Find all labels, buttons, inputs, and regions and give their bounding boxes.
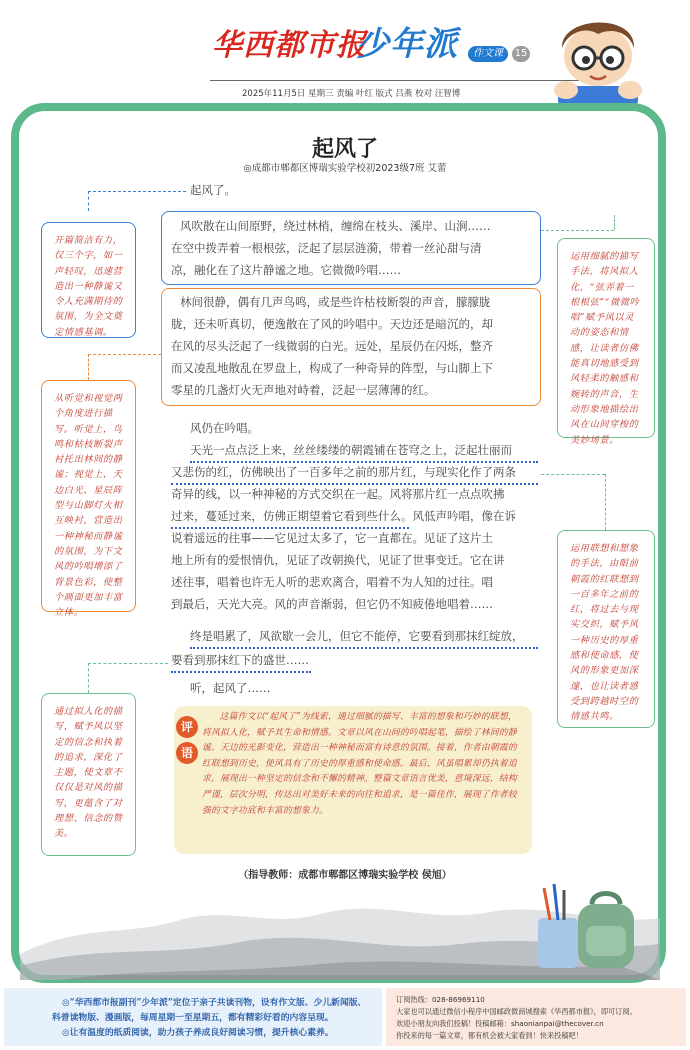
review-text: 这篇作文以“起风了”为线索，通过细腻的描写、丰富的想象和巧妙的联想，将风拟人化，赋予其生命和情感。文章以风在山间的吟唱起笔，描绘了林间的静谧、天边的光影变化，营造出一种神秘而富有诗意的氛围。接着，作者由朝霞的红联想到历史，使风具有了历史的厚重感和使命感。最后，风虽唱累却仍执着追求，展现出一种坚定的信念和不懈的精神。整篇文章语言优美，意境深远，结构严谨，层次分明，传达出对美好未来的向往和追求，是一篇佳作，展现了作者较强的文字功底和丰富的想象力。 [202,712,517,816]
highlight-underline [171,671,311,673]
paragraph-3-line: 又悲伤的红，仿佛映出了一百多年之前的那片红，与现实化作了两条 [171,465,516,479]
submission-invite: 你投来的每一篇文章，都有机会被大家看到！快来投稿吧！ [396,1031,583,1040]
paragraph-2-line: 而又凌乱地散乱在罗盘上，构成了一种奇异的阵型，与山脚上下 [171,361,493,375]
cartoon-boy-illustration [540,4,650,114]
footer-promo-line: ◎让有温度的纸质阅读，助力孩子养成良好阅读习惯，提升核心素养。 [62,1028,334,1038]
connector-line [88,663,168,664]
paragraph-2-line: 林间很静，偶有几声鸟鸣，或是些许枯枝断裂的声音，朦朦胧 [180,295,491,309]
school-backpack-illustration [530,878,640,973]
closing-line: 听，起风了…… [190,681,271,695]
paragraph-3-line: 奇异的线，以一种神秘的方式交织在一起。风将那片红一点点吹拂 [171,487,505,501]
paragraph-3-line: 说着遥远的往事——它见过太多了，它一直都在。见证了这片土 [171,531,493,545]
paragraph-3-line: 天光一点点泛上来，丝丝缕缕的朝霞铺在苍穹之上，泛起壮丽而 [190,443,512,457]
connector-line [88,354,161,355]
paragraph-2-line: 胧，还未听真切，便逸散在了风的吟唱中。天边还是暗沉的，却 [171,317,493,331]
paragraph-2-line: 零星的几盏灯火无声地对峙着，泛起一层薄薄的红。 [171,383,436,397]
connector-line [88,191,186,192]
connector-line [88,663,89,693]
newspaper-name: 华西都市报 [212,28,367,63]
review-label-icon: 评 [176,716,198,738]
connector-line [88,191,89,211]
paragraph-1-line: 凉，融化在了这片静谧之地。它微微吟唱…… [171,263,401,277]
paragraph-2-line: 在风的尽头泛起了一线微弱的白光。远处，星辰仍在闪烁，整齐 [171,339,493,353]
footer-promo-line: ◎“华西都市报副刊”少年派”定位于亲子共读刊物，设有作文版、少儿新闻版、 [62,998,367,1008]
highlight-underline [190,647,538,649]
paragraph-3-line: 述往事，唱着也许无人听的悲欢离合，唱着不为人知的过往。唱 [171,575,493,589]
review-label-icon: 语 [176,742,198,764]
annotation-note-left-top: 开篇简洁有力，仅三个字，如一声轻叹，迅速营造出一种静谧又令人充满期待的氛围，为全文奠定情感基调。 [41,222,136,338]
subscription-info: 大家也可以通过微信小程序中国邮政微商城搜索《华西都市报》，即可订阅。 [396,1007,637,1016]
page-number: 15 [512,46,530,62]
connector-line [541,474,605,475]
masthead-rule [210,80,580,81]
meta-line: 2025年11月5日 星期三 责编 叶红 版式 吕燕 校对 汪智博 [242,89,461,99]
article-title: 起风了 [311,137,378,162]
submission-email: 欢迎小朋友向我们投稿！投稿邮箱：shaonianpai@thecover.cn [396,1019,604,1028]
connector-line [541,230,614,231]
section-name: 少年派 [356,24,458,63]
highlight-underline [171,527,409,529]
annotation-note-left-bottom: 通过拟人化的描写，赋予风以坚定的信念和执着的追求，深化了主题，使文章不仅仅是对风的描写，更蕴含了对理想、信念的赞美。 [41,693,136,856]
paragraph-3-line: 过来，蔓延过来，仿佛正期望着它看到些什么。风低声吟唱，像在诉 [171,509,516,523]
connector-line [605,474,606,530]
opening-line: 起风了。 [190,183,236,197]
connector-line [88,354,89,380]
connector-line [614,215,615,230]
paragraph-3-line: 地上所有的爱恨情仇，见证了改朝换代，见证了世事变迁。它在讲 [171,553,505,567]
annotation-note-right-middle: 运用联想和想象的手法，由眼前朝霞的红联想到一百多年之前的红，将过去与现实交织，赋予风一种历史的厚重感和使命感，使风的形象更加深邃，也让读者感受到跨越时空的情感共鸣。 [557,530,655,728]
annotation-note-right-top: 运用细腻的描写手法，将风拟人化，“弦弄着一根根弦”“微微吟唱”赋予风以灵动的姿态和情感，让读者仿佛能真切地感受到风轻柔的触感和婉转的声音，生动形象地描绘出风在山间穿梭的美妙场景。 [557,238,655,438]
subscription-hotline: 订阅热线：028-86969110 [396,995,485,1004]
footer-promo-line: 科普读物版、漫画版，每周星期一至星期五，都有精彩好看的内容呈现。 [52,1013,334,1023]
column-tag: 作文课 [468,46,508,62]
paragraph-3-line: 风仍在吟唱。 [190,421,259,435]
teacher-credit: （指导教师：成都市郫都区博瑞实验学校 侯旭） [238,870,452,881]
highlight-underline [190,461,538,463]
annotation-note-left-middle: 从听觉和视觉两个角度进行描写。听觉上，鸟鸣和枯枝断裂声衬托出林间的静谧；视觉上，天边白光、星辰阵型与山脚灯火相互映衬，营造出一种神秘而静谧的氛围，为下文风的吟唱增添了背景色彩，使整个画面更加丰富立体。 [41,380,136,612]
highlight-underline [171,483,538,485]
paragraph-3-line: 终是唱累了，风欲歇一会儿，但它不能停，它要看到那抹红绽放， [190,629,524,643]
paragraph-3-line: 要看到那抹红下的盛世…… [171,653,309,667]
paragraph-1-line: 在空中拨弄着一根根弦，泛起了层层涟漪，带着一丝沁甜与清 [171,241,482,255]
article-byline: ◎成都市郫都区博瑞实验学校初2023级7班 艾蕾 [243,163,447,174]
paragraph-1-line: 风吹散在山间原野，绕过林梢，缠绵在枝头、溪岸、山涧…… [180,219,491,233]
paragraph-3-line: 到最后，天光大亮。风的声音渐弱，但它仍不知疲倦地唱着…… [171,597,493,611]
